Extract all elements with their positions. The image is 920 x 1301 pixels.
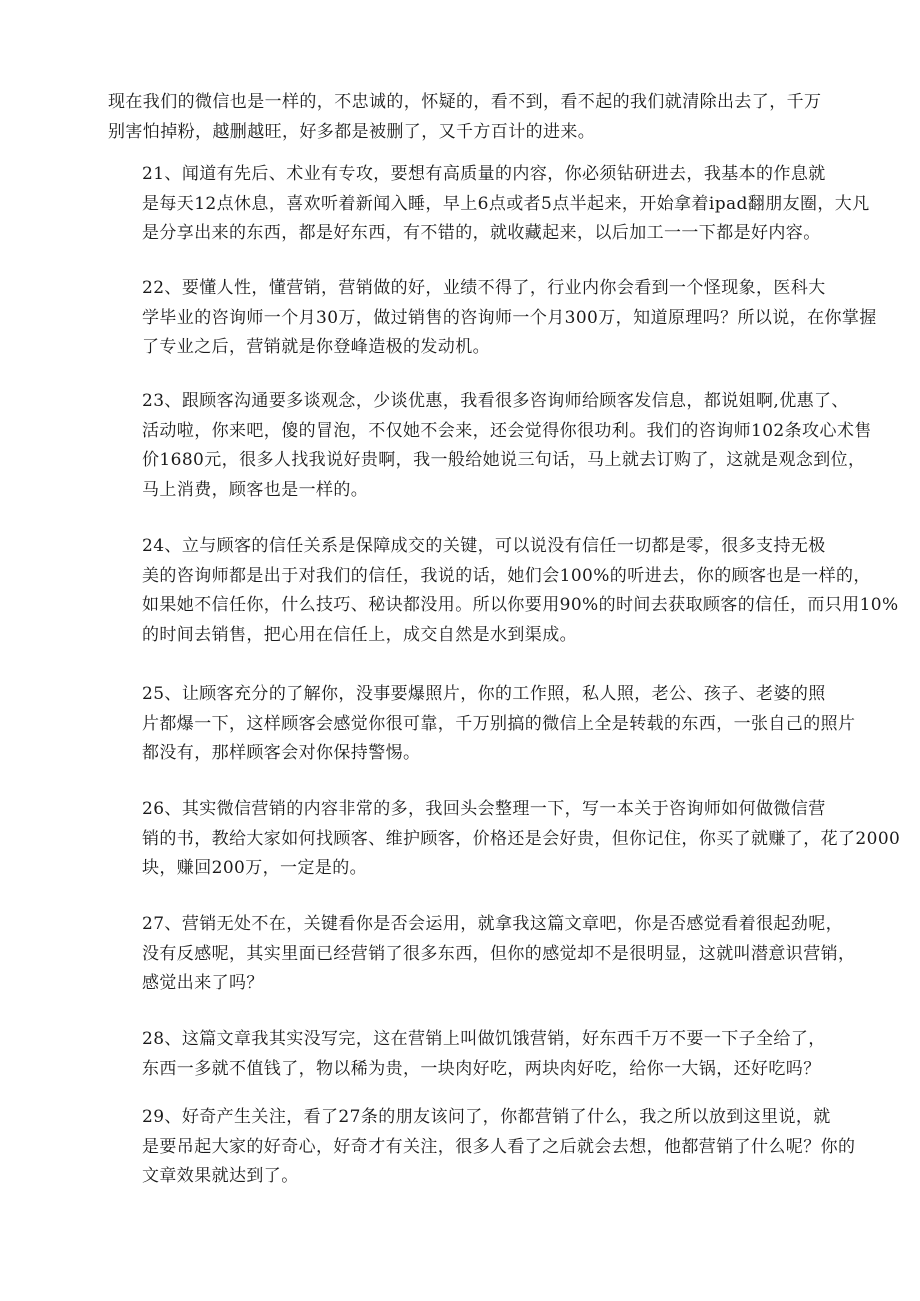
text-line: 块，赚回200万，一定是的。 xyxy=(142,858,368,878)
paragraph-22 xyxy=(108,274,877,363)
text-line: 的时间去销售，把心用在信任上，成交自然是水到渠成。 xyxy=(142,624,577,645)
text-line: 25、让顾客充分的了解你，没事要爆照片，你的工作照，私人照，老公、孩子、老婆的照 xyxy=(142,684,826,704)
paragraph-25 xyxy=(108,680,856,769)
text-line: 东西一多就不值钱了，物以稀为贵，一块肉好吃，两块肉好吃，给你一大锅，还好吃吗？ xyxy=(142,1058,821,1079)
paragraph-21 xyxy=(108,160,870,249)
text-line: 片都爆一下，这样顾客会感觉你很可靠，千万别搞的微信上全是转载的东西，一张自己的照片 xyxy=(142,713,856,734)
text-line: 活动啦，你来吧，傻的冒泡，不仅她不会来，还会觉得你很功利。我们的咨询师102条攻心术售 xyxy=(142,420,872,441)
text-line: 没有反感呢，其实里面已经营销了很多东西，但你的感觉却不是很明显，这就叫潜意识营销， xyxy=(142,943,856,964)
paragraph-27 xyxy=(108,910,856,999)
text-line: 是分享出来的东西，都是好东西，有不错的，就收藏起来，以后加工一一下都是好内容。 xyxy=(142,223,821,243)
text-line: 销的书，教给大家如何找顾客、维护顾客，价格还是会好贵，但你记住，你买了就赚了，花了2000 xyxy=(142,828,901,849)
paragraph-20-continued xyxy=(108,88,822,147)
text-line: 29、好奇产生关注，看了27条的朋友该问了，你都营销了什么，我之所以放到这里说，就 xyxy=(142,1107,831,1127)
text-line: 如果她不信任你，什么技巧、秘诀都没用。所以你要用90%的时间去获取顾客的信任，而只用10% xyxy=(142,595,899,615)
text-line: 别害怕掉粉，越删越旺，好多都是被删了，又千方百计的进来。 xyxy=(108,121,596,142)
paragraph-29 xyxy=(108,1103,856,1192)
text-line: 都没有，那样顾客会对你保持警惕。 xyxy=(142,743,421,763)
text-line: 21、闻道有先后、术业有专攻，要想有高质量的内容，你必须钻研进去，我基本的作息就 xyxy=(142,164,826,184)
text-line: 28、这篇文章我其实没写完，这在营销上叫做饥饿营销，好东西千万不要一下子全给了， xyxy=(142,1029,826,1049)
text-line: 22、要懂人性，懂营销，营销做的好，业绩不得了，行业内你会看到一个怪现象，医科大 xyxy=(142,278,826,298)
text-line: 感觉出来了吗？ xyxy=(142,973,264,993)
text-line: 了专业之后，营销就是你登峰造极的发动机。 xyxy=(142,337,490,357)
text-line: 学毕业的咨询师一个月30万，做过销售的咨询师一个月300万，知道原理吗？所以说，在你掌握 xyxy=(142,307,877,328)
text-line: 价1680元，很多人找我说好贵啊，我一般给她说三句话，马上就去订购了，这就是观念到位， xyxy=(142,450,866,470)
text-line: 美的咨询师都是出于对我们的信任，我说的话，她们会100%的听进去，你的顾客也是一样的， xyxy=(142,565,871,586)
paragraph-28 xyxy=(108,1025,826,1084)
text-line: 24、立与顾客的信任关系是保障成交的关键，可以说没有信任一切都是零，很多支持无极 xyxy=(142,536,826,556)
text-line: 马上消费，顾客也是一样的。 xyxy=(142,479,369,500)
text-line: 23、跟顾客沟通要多谈观念，少谈优惠，我看很多咨询师给顾客发信息，都说姐啊,优惠了、 xyxy=(142,391,849,411)
text-line: 是每天12点休息，喜欢听着新闻入睡，早上6点或者5点半起来，开始拿着ipad翻朋友圈，大凡 xyxy=(142,193,870,214)
text-line: 文章效果就达到了。 xyxy=(142,1166,299,1186)
paragraph-24 xyxy=(108,532,899,650)
text-line: 现在我们的微信也是一样的，不忠诚的，怀疑的，看不到，看不起的我们就清除出去了，千万 xyxy=(108,92,822,112)
text-line: 27、营销无处不在，关键看你是否会运用，就拿我这篇文章吧，你是否感觉看着很起劲呢， xyxy=(142,914,844,934)
paragraph-23 xyxy=(108,387,872,505)
text-line: 26、其实微信营销的内容非常的多，我回头会整理一下，写一本关于咨询师如何做微信营 xyxy=(142,799,826,819)
text-line: 是要吊起大家的好奇心，好奇才有关注，很多人看了之后就会去想，他都营销了什么呢？你的 xyxy=(142,1136,856,1157)
paragraph-26 xyxy=(108,795,901,884)
